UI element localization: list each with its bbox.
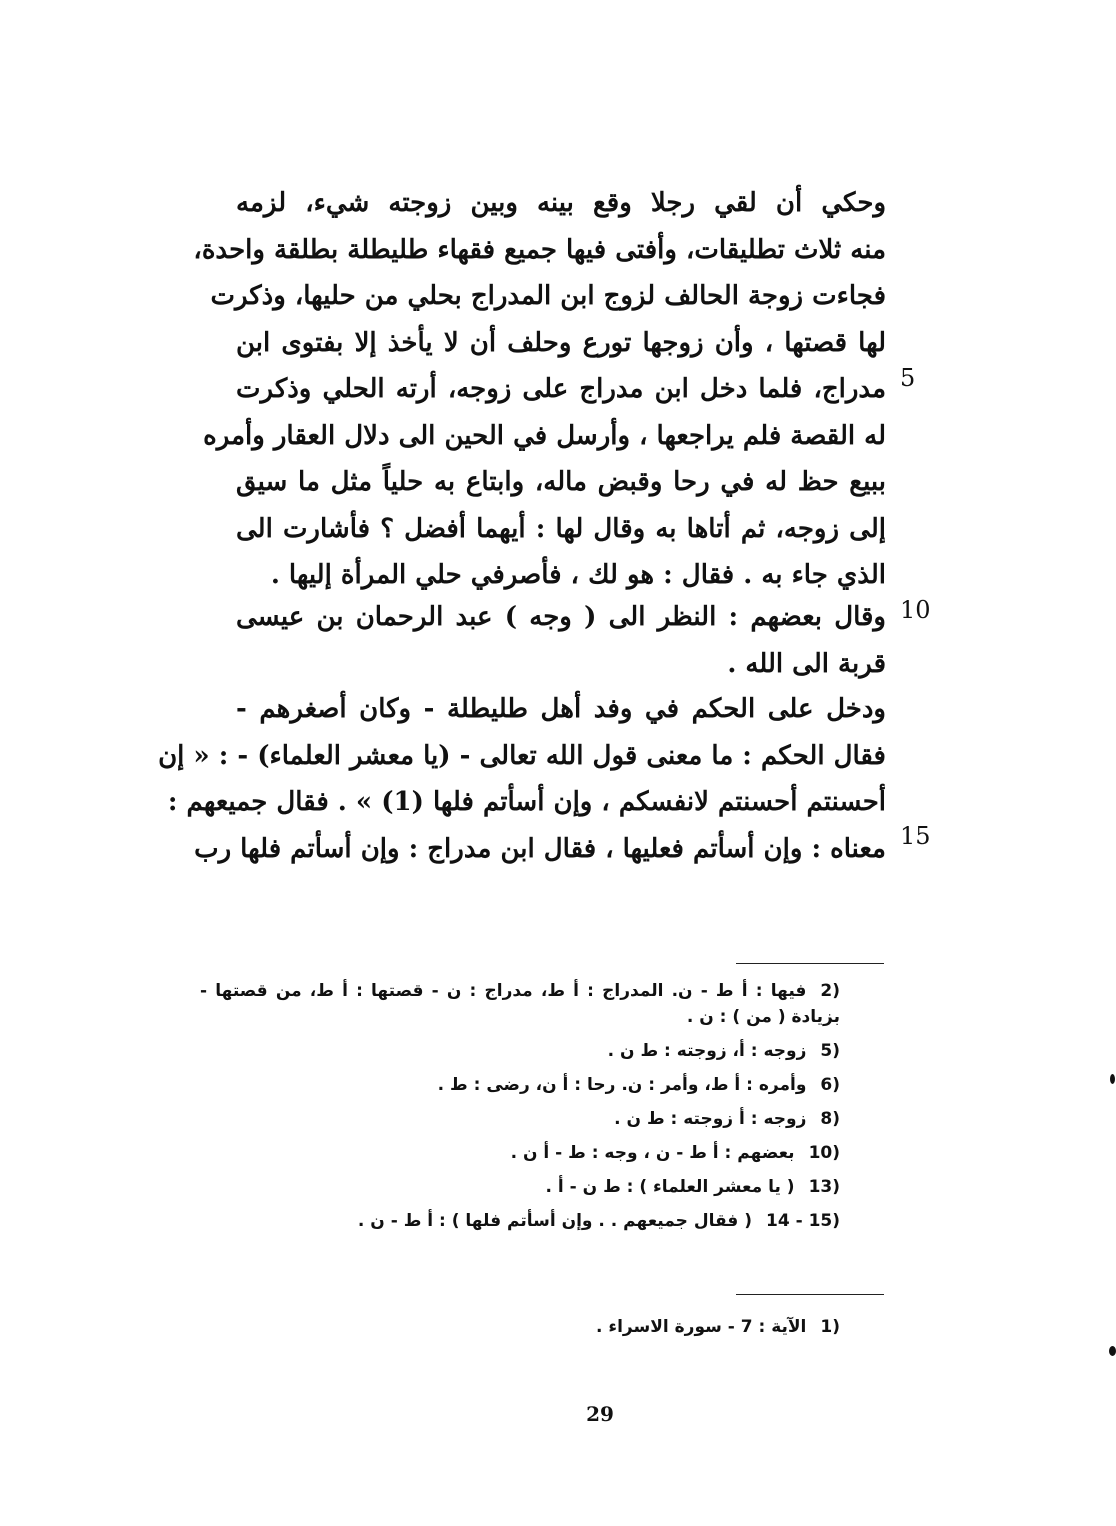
text-line: مدراج، فلما دخل ابن مدراج على زوجه، أرته الحلي وذكرت [236,374,887,404]
scan-speck [1109,1346,1116,1356]
footnote-ref: 14 - 15) [766,1211,840,1231]
main-paragraph-3 [158,686,886,872]
footnote-ref: 5) [820,1041,840,1061]
text-line: ببيع حظ له في رحا وقبض ماله، وابتاع به حلياً مثل ما سيق [236,467,886,497]
main-paragraph-1 [193,180,887,599]
source-footnotes [200,1310,840,1344]
footnote-item [200,1204,840,1238]
footnote-item [200,1034,840,1068]
footnote-ref: 13) [808,1177,840,1197]
text-line: لها قصتها ، وأن زوجها تورع وحلف أن لا يأخذ إلا بفتوى ابن [236,327,886,358]
footnote-text: ( يا معشر العلماء ) : ط ن - أ . [545,1177,795,1197]
text-line: ودخل على الحكم في وفد أهل طليطلة - وكان أصغرهم - [236,694,886,724]
footnote-separator [736,963,884,964]
text-line: وقال بعضهم : النظر الى ( وجه ) عبد الرحمان بن عيسى [236,602,886,632]
text-line: فجاءت زوجة الحالف لزوج ابن المدراج بحلي من حليها، وذكرت [210,281,886,311]
text-line: الذي جاء به . فقال : هو لك ، فأصرفي حلي المرأة إليها . [270,560,886,590]
footnote-text: زوجه : أ، زوجته : ط ن . [607,1041,807,1061]
text-line: إلى زوجه، ثم أتاها به وقال لها : أيهما أفضل ؟ فأشارت الى [236,513,886,544]
main-paragraph-2 [236,594,886,687]
footnote-text: الآية : 7 - سورة الاسراء . [596,1317,807,1337]
footnote-text: وأمره : أ ط، وأمر : ن. رحا : أ ن، رضى : ط . [437,1075,807,1095]
footnote-item [200,1310,840,1344]
line-number-5: 5 [900,364,916,392]
text-line: له القصة فلم يراجعها ، وأرسل في الحين الى دلال العقار وأمره [203,420,886,451]
footnote-ref: 8) [820,1109,840,1129]
footnote-text: بعضهم : أ ط - ن ، وجه : ط - أ ن . [510,1143,795,1163]
source-note-separator [736,1294,884,1295]
footnote-item [200,1068,840,1102]
line-number-15: 15 [900,822,931,850]
footnote-item [200,1102,840,1136]
text-line: فقال الحكم : ما معنى قول الله تعالى - (يا معشر العلماء) - : « إن [158,740,886,771]
text-line: قربة الى الله . [727,648,886,679]
footnote-text: ( فقال جميعهم . . وإن أسأتم فلها ) : أ ط - ن . [357,1211,753,1231]
footnote-ref: 1) [820,1317,840,1337]
line-number-10: 10 [900,596,931,624]
footnote-text: زوجه : أ زوجته : ط ن . [614,1109,807,1129]
text-line: معناه : وإن أسأتم فعليها ، فقال ابن مدراج : وإن أسأتم فلها رب [194,833,886,864]
footnote-text: فيها : أ ط - ن. المدراج : أ ط، مدراج : ن - قصتها : أ ط، من قصتها - بزيادة ( من ) : ن . [200,981,840,1027]
footnote-item [200,978,840,1030]
footnote-ref: 10) [808,1143,840,1163]
footnote-item [200,1136,840,1170]
footnote-ref: 2) [820,981,840,1001]
page-number: 29 [586,1402,614,1426]
apparatus-footnotes [200,978,840,1238]
scan-speck [1110,1074,1115,1084]
footnote-ref: 6) [820,1075,840,1095]
footnote-item [200,1170,840,1204]
text-line: وحكي أن لقي رجلا وقع بينه وبين زوجته شيء، لزمه [236,188,886,218]
text-line: منه ثلاث تطليقات، وأفتى فيها جميع فقهاء طليطلة بطلقة واحدة، [193,234,886,265]
text-line: أحسنتم أحسنتم لانفسكم ، وإن أسأتم فلها (1) » . فقال جميعهم : [167,787,886,817]
